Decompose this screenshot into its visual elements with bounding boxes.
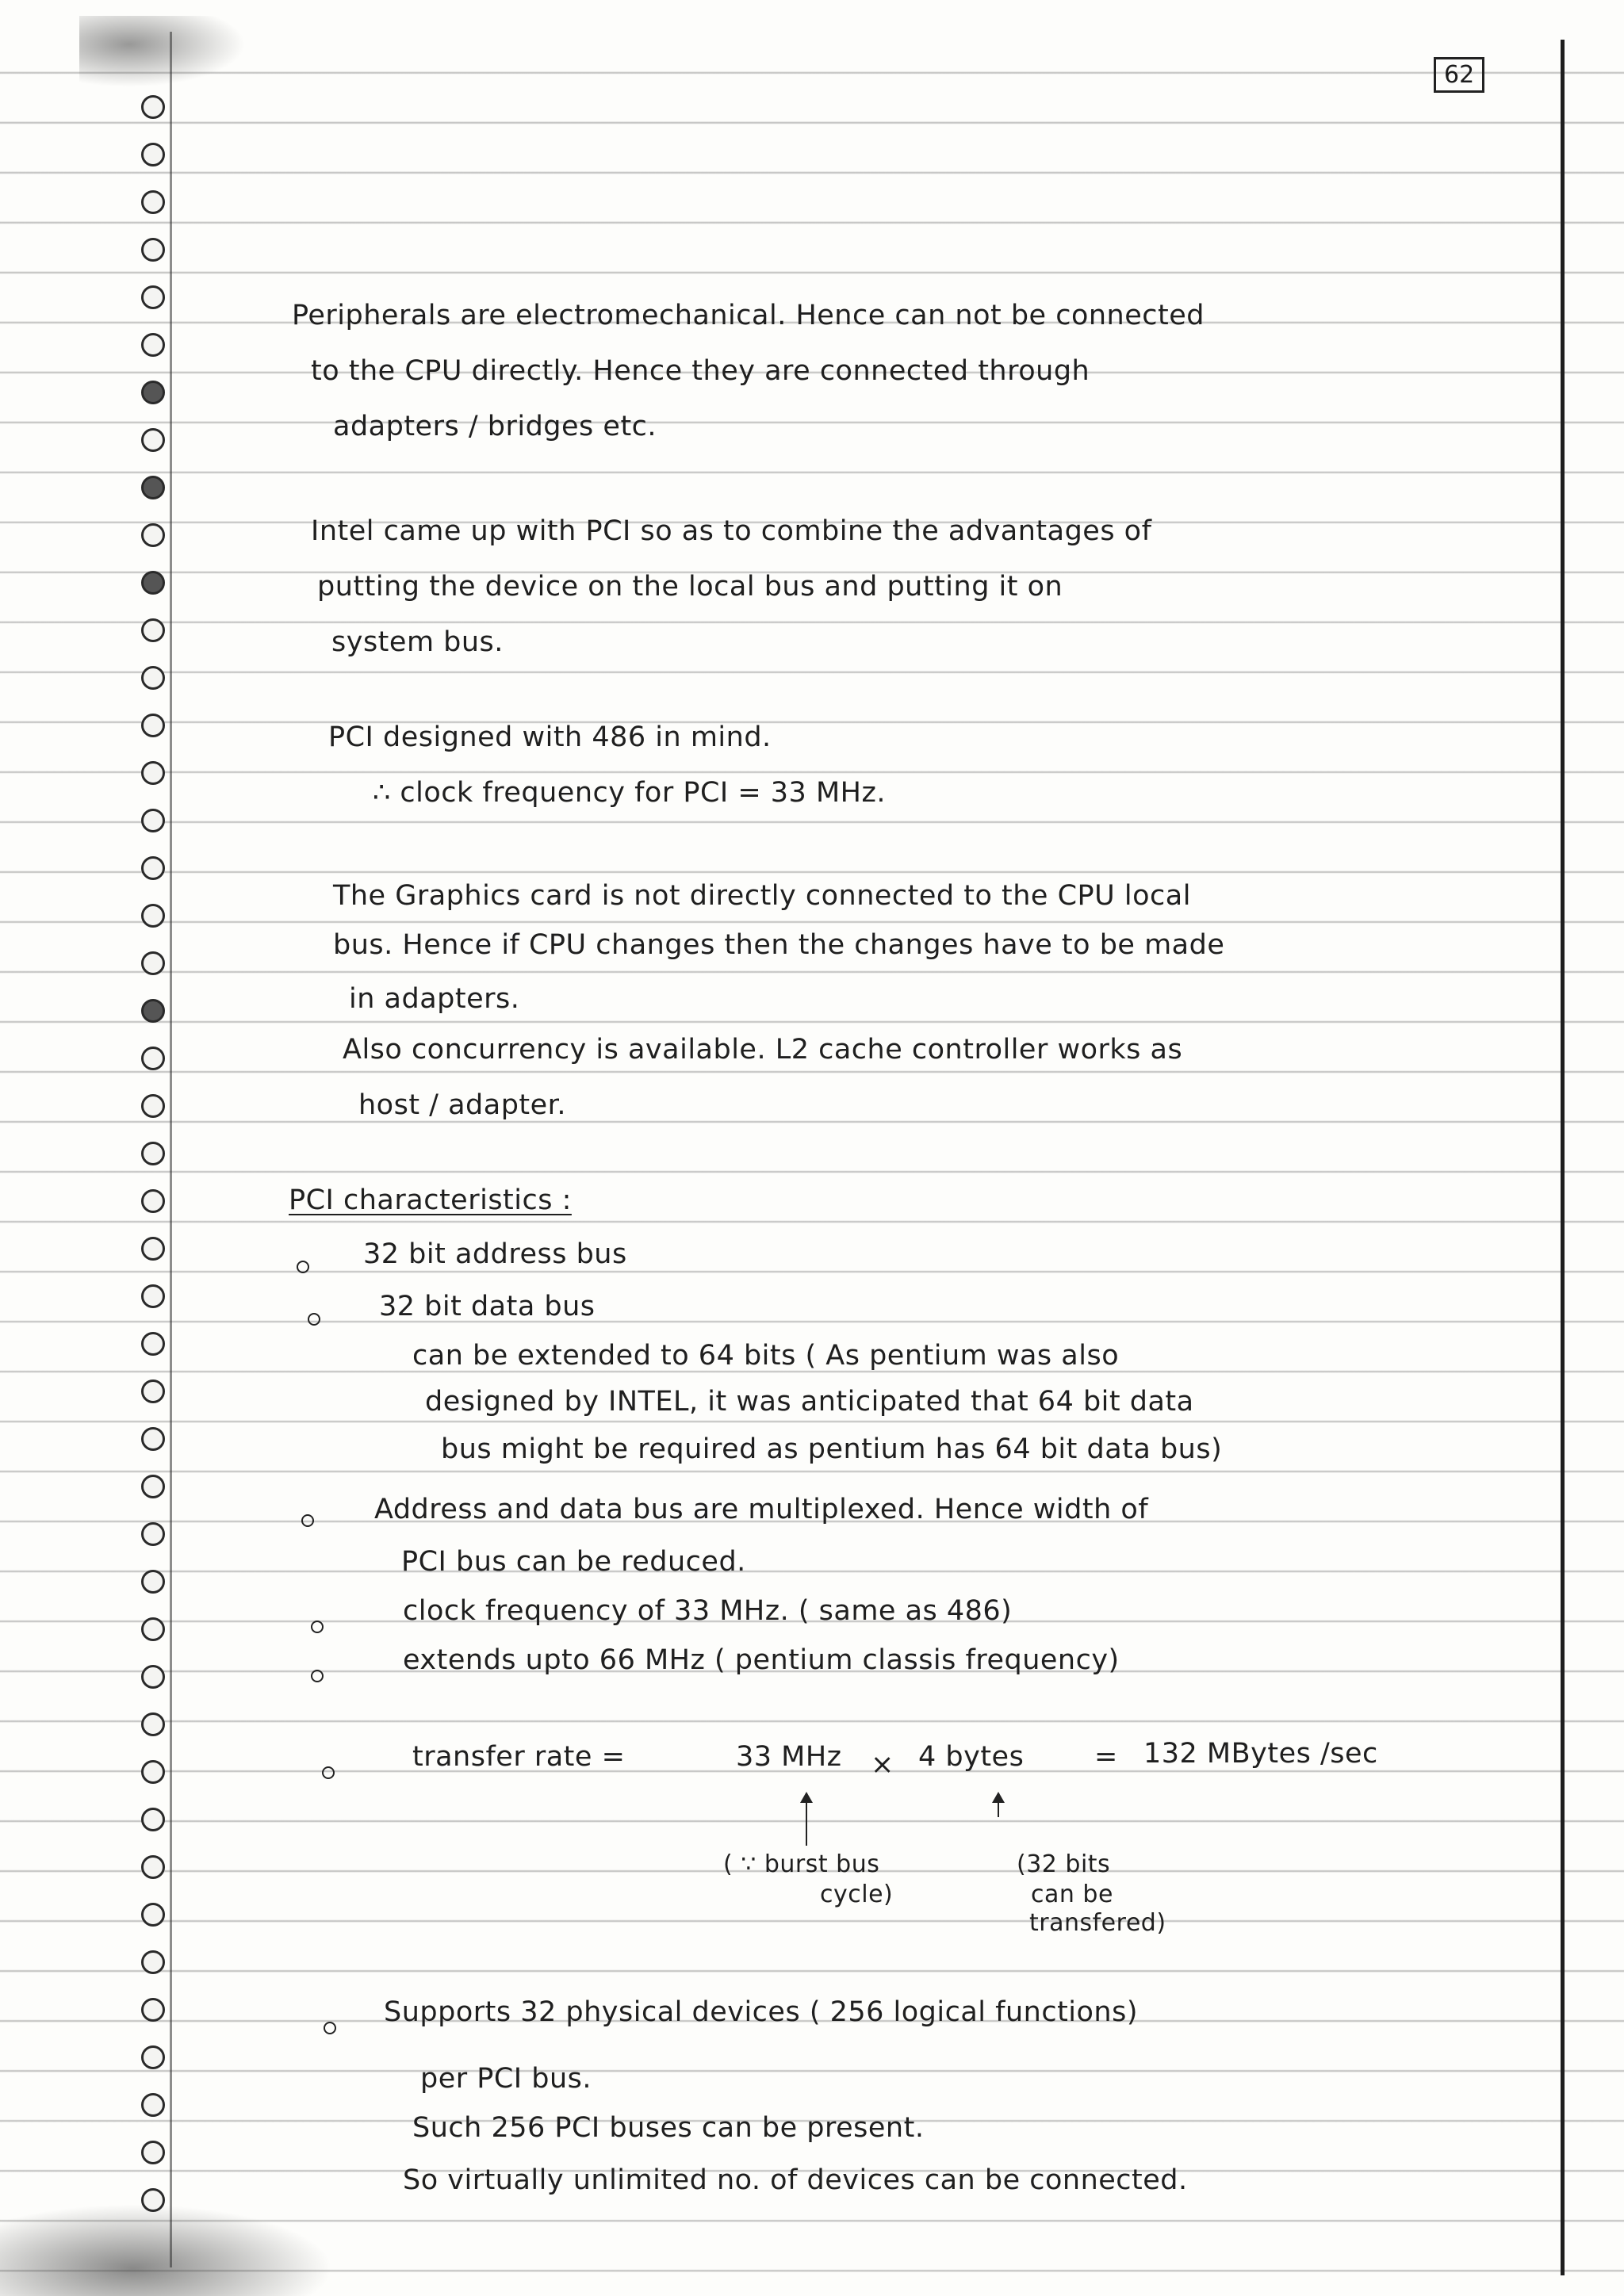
bullet-marker bbox=[297, 1261, 309, 1273]
binding-hole bbox=[141, 333, 165, 357]
binding-hole bbox=[141, 1808, 165, 1831]
binding-hole bbox=[141, 571, 165, 595]
binding-hole bbox=[141, 951, 165, 975]
bullet-text: clock frequency of 33 MHz. ( same as 486) bbox=[403, 1595, 1013, 1627]
binding-hole bbox=[141, 1475, 165, 1498]
bullet-text: 32 bit address bus bbox=[363, 1238, 627, 1270]
binding-hole bbox=[141, 2093, 165, 2117]
text-line: Intel came up with PCI so as to combine the advantages of bbox=[311, 515, 1152, 547]
text-line: adapters / bridges etc. bbox=[333, 411, 657, 442]
formula-term: 33 MHz bbox=[736, 1741, 842, 1773]
binding-hole bbox=[141, 523, 165, 547]
binding-hole bbox=[141, 1617, 165, 1641]
section-heading: PCI characteristics : bbox=[289, 1184, 572, 1216]
bullet-text: Supports 32 physical devices ( 256 logical functions) bbox=[384, 1996, 1139, 2028]
text-line: system bus. bbox=[331, 626, 504, 658]
text-line: PCI bus can be reduced. bbox=[401, 1546, 746, 1578]
binding-hole bbox=[141, 1760, 165, 1784]
binding-hole bbox=[141, 856, 165, 880]
binding-holes bbox=[135, 55, 182, 2275]
text-line: to the CPU directly. Hence they are connected through bbox=[311, 355, 1090, 387]
annotation-text: (32 bits bbox=[1017, 1850, 1111, 1878]
binding-hole bbox=[141, 285, 165, 309]
bullet-marker bbox=[311, 1621, 324, 1633]
binding-hole bbox=[141, 999, 165, 1023]
binding-hole bbox=[141, 1189, 165, 1213]
binding-hole bbox=[141, 761, 165, 785]
binding-hole bbox=[141, 714, 165, 737]
binding-hole bbox=[141, 1522, 165, 1546]
bullet-text: extends upto 66 MHz ( pentium classis frequency) bbox=[403, 1644, 1120, 1676]
binding-hole bbox=[141, 2045, 165, 2069]
binding-hole bbox=[141, 1998, 165, 2022]
binding-hole bbox=[141, 1712, 165, 1736]
binding-hole bbox=[141, 2141, 165, 2164]
text-line: PCI designed with 486 in mind. bbox=[328, 721, 772, 753]
text-line: host / adapter. bbox=[358, 1089, 566, 1121]
text-line: So virtually unlimited no. of devices can be connected. bbox=[403, 2164, 1188, 2196]
annotation-text: cycle) bbox=[820, 1881, 894, 1908]
binding-hole bbox=[141, 476, 165, 499]
binding-hole bbox=[141, 143, 165, 166]
bullet-marker bbox=[311, 1670, 324, 1682]
binding-hole bbox=[141, 1237, 165, 1261]
page-number: 62 bbox=[1434, 57, 1484, 93]
formula-operator: = bbox=[1094, 1741, 1118, 1773]
bullet-marker bbox=[322, 1766, 335, 1779]
binding-hole bbox=[141, 809, 165, 832]
text-line: Such 256 PCI buses can be present. bbox=[412, 2112, 925, 2144]
text-line: in adapters. bbox=[349, 983, 520, 1015]
formula-result: 132 MBytes /sec bbox=[1143, 1738, 1378, 1770]
bullet-text: Address and data bus are multiplexed. Hence width of bbox=[374, 1494, 1149, 1525]
bullet-marker bbox=[308, 1313, 320, 1326]
binding-hole bbox=[141, 1284, 165, 1308]
binding-hole bbox=[141, 1427, 165, 1451]
binding-hole bbox=[141, 1855, 165, 1879]
text-line: Peripherals are electromechanical. Hence can not be connected bbox=[292, 300, 1205, 331]
text-line: ∴ clock frequency for PCI = 33 MHz. bbox=[373, 777, 886, 809]
binding-hole bbox=[141, 381, 165, 404]
text-line: bus. Hence if CPU changes then the changes have to be made bbox=[333, 929, 1225, 961]
annotation-text: transfered) bbox=[1029, 1909, 1166, 1937]
binding-hole bbox=[141, 428, 165, 452]
annotation-text: ( ∵ burst bus bbox=[723, 1850, 880, 1878]
bullet-text: 32 bit data bus bbox=[379, 1291, 596, 1322]
binding-hole bbox=[141, 1665, 165, 1689]
binding-hole bbox=[141, 904, 165, 928]
binding-hole bbox=[141, 618, 165, 642]
binding-hole bbox=[141, 666, 165, 690]
text-line: designed by INTEL, it was anticipated that 64 bit data bbox=[425, 1386, 1194, 1418]
annotation-text: can be bbox=[1031, 1881, 1113, 1908]
formula-term: 4 bytes bbox=[918, 1741, 1025, 1773]
text-line: The Graphics card is not directly connected to the CPU local bbox=[333, 880, 1191, 912]
formula-label: transfer rate = bbox=[412, 1741, 626, 1773]
binding-hole bbox=[141, 95, 165, 119]
page-right-edge bbox=[1561, 40, 1565, 2275]
binding-hole bbox=[141, 1903, 165, 1927]
binding-hole bbox=[141, 1950, 165, 1974]
annotation-arrow bbox=[998, 1793, 999, 1817]
binding-hole bbox=[141, 1047, 165, 1070]
text-line: bus might be required as pentium has 64 bit data bus) bbox=[441, 1433, 1223, 1465]
binding-hole bbox=[141, 238, 165, 262]
bullet-marker bbox=[301, 1514, 314, 1527]
text-line: per PCI bus. bbox=[420, 2063, 592, 2095]
bullet-marker bbox=[324, 2022, 336, 2034]
binding-hole bbox=[141, 1142, 165, 1165]
annotation-arrow bbox=[806, 1793, 807, 1846]
text-line: can be extended to 64 bits ( As pentium was also bbox=[412, 1340, 1120, 1372]
text-line: Also concurrency is available. L2 cache controller works as bbox=[343, 1034, 1183, 1066]
binding-hole bbox=[141, 1380, 165, 1403]
text-line: putting the device on the local bus and putting it on bbox=[317, 571, 1063, 603]
formula-operator: × bbox=[871, 1749, 894, 1781]
binding-hole bbox=[141, 190, 165, 214]
binding-hole bbox=[141, 1570, 165, 1594]
binding-hole bbox=[141, 1332, 165, 1356]
binding-hole bbox=[141, 2188, 165, 2212]
binding-hole bbox=[141, 1094, 165, 1118]
